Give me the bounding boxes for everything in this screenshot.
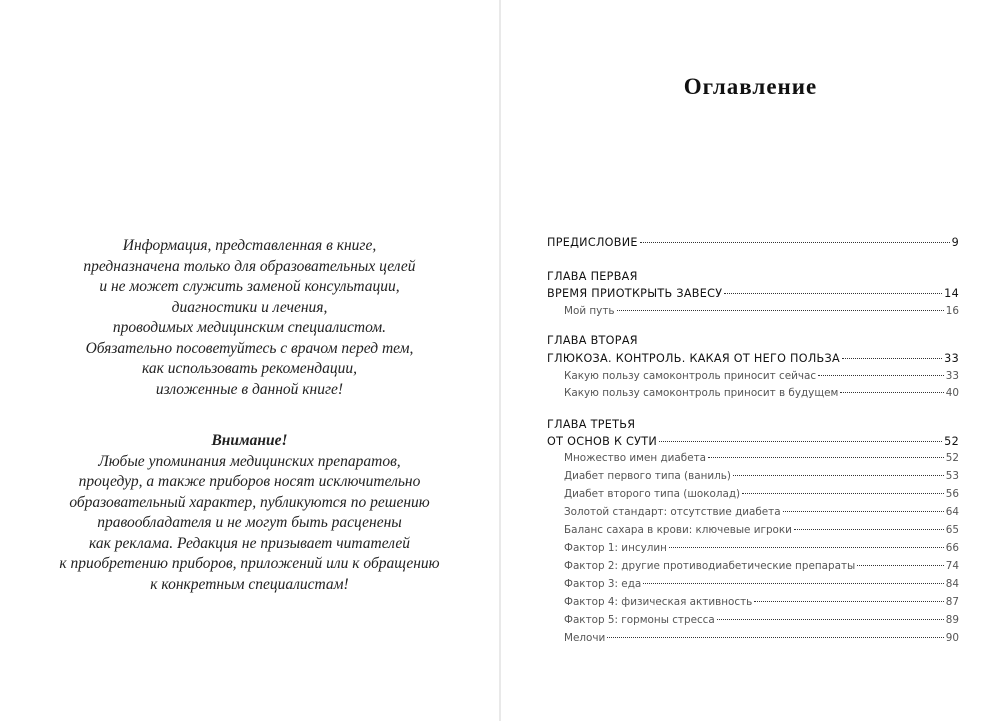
toc-page-number: 74	[945, 560, 959, 572]
toc-leader-dots	[840, 391, 943, 393]
warning-line: Любые упоминания медицинских препаратов,	[98, 452, 401, 470]
warning-heading: Внимание!	[211, 432, 288, 449]
toc-page-number: 33	[944, 352, 959, 365]
toc-entry-section[interactable]	[564, 614, 959, 626]
warning-line: образовательный характер, публикуются по решению	[69, 493, 430, 511]
toc-entry-label: Золотой стандарт: отсутствие диабета	[564, 506, 781, 518]
toc-entry-label: Баланс сахара в крови: ключевые игроки	[564, 524, 792, 536]
toc-entry-label: Множество имен диабета	[564, 452, 707, 464]
toc-page-number: 64	[945, 506, 959, 518]
toc-page-number: 53	[945, 470, 959, 482]
toc-entry-chapter[interactable]	[547, 352, 959, 365]
toc-entry-chapter[interactable]	[547, 435, 959, 448]
toc-leader-dots	[742, 492, 944, 494]
toc-leader-dots	[754, 600, 943, 602]
toc-leader-dots	[794, 528, 944, 530]
toc-title: Оглавление	[683, 74, 818, 99]
toc-page-number: 9	[951, 236, 959, 249]
toc-leader-dots	[607, 636, 944, 638]
toc-page-number: 84	[945, 578, 959, 590]
toc-leader-dots	[617, 309, 944, 311]
toc-page-number: 65	[945, 524, 959, 536]
disclaimer-line: изложенные в данной книге!	[155, 380, 344, 398]
toc-entry-label: Какую пользу самоконтроль приносит в будущем	[564, 387, 839, 399]
toc-leader-dots	[643, 582, 944, 584]
disclaimer-line: Обязательно посоветуйтесь с врачом перед тем,	[85, 339, 414, 357]
toc-entry-label: Фактор 4: физическая активность	[564, 596, 753, 608]
toc-entry-section[interactable]	[564, 506, 959, 518]
toc-page-number: 56	[945, 488, 959, 500]
toc-leader-dots	[818, 374, 944, 376]
toc-entry-label: ГЛЮКОЗА. КОНТРОЛЬ. КАКАЯ ОТ НЕГО ПОЛЬЗА	[547, 352, 840, 365]
toc-leader-dots	[708, 456, 944, 458]
toc-entry-label: Диабет второго типа (шоколад)	[564, 488, 741, 500]
toc-entry-label: Какую пользу самоконтроль приносит сейчас	[564, 370, 817, 382]
toc-entry-section[interactable]	[564, 305, 959, 317]
toc-entry-section[interactable]	[564, 470, 959, 482]
toc-entry-section[interactable]	[564, 560, 959, 572]
toc-entry-section[interactable]	[564, 452, 959, 464]
toc-leader-dots	[717, 618, 944, 620]
toc-page-number: 14	[944, 287, 959, 300]
toc-entry-label: Фактор 5: гормоны стресса	[564, 614, 715, 626]
toc-leader-dots	[733, 474, 944, 476]
toc-entry-section[interactable]	[564, 387, 959, 399]
warning-line: правообладателя и не могут быть расценены	[97, 514, 402, 531]
disclaimer-line: проводимых медицинским специалистом.	[112, 319, 387, 336]
disclaimer-line: предназначена только для образовательных целей	[83, 257, 416, 275]
toc-entry-section[interactable]	[564, 596, 959, 608]
disclaimer-line: Информация, представленная в книге,	[122, 237, 377, 254]
toc-entry-label: Мелочи	[564, 632, 606, 644]
toc-entry-section[interactable]	[564, 370, 959, 382]
toc-page-number: 87	[945, 596, 959, 608]
chapter-label: ГЛАВА ПЕРВАЯ	[547, 270, 638, 283]
warning-line: как реклама. Редакция не призывает читателей	[89, 534, 410, 552]
chapter-label: ГЛАВА ТРЕТЬЯ	[547, 418, 636, 431]
toc-entry-label: ВРЕМЯ ПРИОТКРЫТЬ ЗАВЕСУ	[547, 287, 723, 300]
toc-entry-section[interactable]	[564, 542, 959, 554]
toc-leader-dots	[783, 510, 944, 512]
toc-page-number: 16	[945, 305, 959, 317]
disclaimer-text	[0, 236, 499, 400]
toc-entry-section[interactable]	[564, 578, 959, 590]
toc-leader-dots	[724, 292, 942, 294]
toc-page-number: 33	[945, 370, 959, 382]
toc-entry-label: Диабет первого типа (ваниль)	[564, 470, 731, 482]
toc-entry-section[interactable]	[564, 632, 959, 644]
toc-leader-dots	[842, 357, 942, 359]
toc-leader-dots	[659, 440, 942, 442]
toc-page-number: 52	[944, 435, 959, 448]
toc-page-number: 52	[945, 452, 959, 464]
toc-entry-label: Фактор 2: другие противодиабетические препараты	[564, 560, 856, 572]
toc-leader-dots	[669, 546, 944, 548]
disclaimer-line: как использовать рекомендации,	[141, 360, 357, 377]
toc-entry-label: Фактор 3: еда	[564, 578, 642, 590]
toc-page-number: 90	[945, 632, 959, 644]
toc-page-number: 40	[945, 387, 959, 399]
warning-line: процедур, а также приборов носят исключительно	[78, 473, 421, 490]
toc-entry-chapter[interactable]	[547, 287, 959, 300]
toc-entry-preface[interactable]	[547, 236, 959, 249]
toc-entry-label: ОТ ОСНОВ К СУТИ	[547, 435, 658, 448]
toc-entry-label: Фактор 1: инсулин	[564, 542, 667, 554]
toc-entry-label: Мой путь	[564, 305, 615, 317]
toc-leader-dots	[640, 241, 950, 243]
toc-entry-section[interactable]	[564, 488, 959, 500]
warning-line: к приобретению приборов, приложений или к обращению	[59, 555, 440, 572]
toc-entry-section[interactable]	[564, 524, 959, 536]
warning-line: к конкретным специалистам!	[150, 575, 349, 593]
toc-leader-dots	[857, 564, 944, 566]
chapter-label: ГЛАВА ВТОРАЯ	[547, 334, 638, 347]
toc-page-number: 66	[945, 542, 959, 554]
warning-text	[0, 431, 499, 595]
disclaimer-line: диагностики и лечения,	[171, 298, 328, 316]
disclaimer-line: и не может служить заменой консультации,	[99, 278, 400, 295]
toc-entry-label: ПРЕДИСЛОВИЕ	[547, 236, 638, 249]
toc-page-number: 89	[945, 614, 959, 626]
